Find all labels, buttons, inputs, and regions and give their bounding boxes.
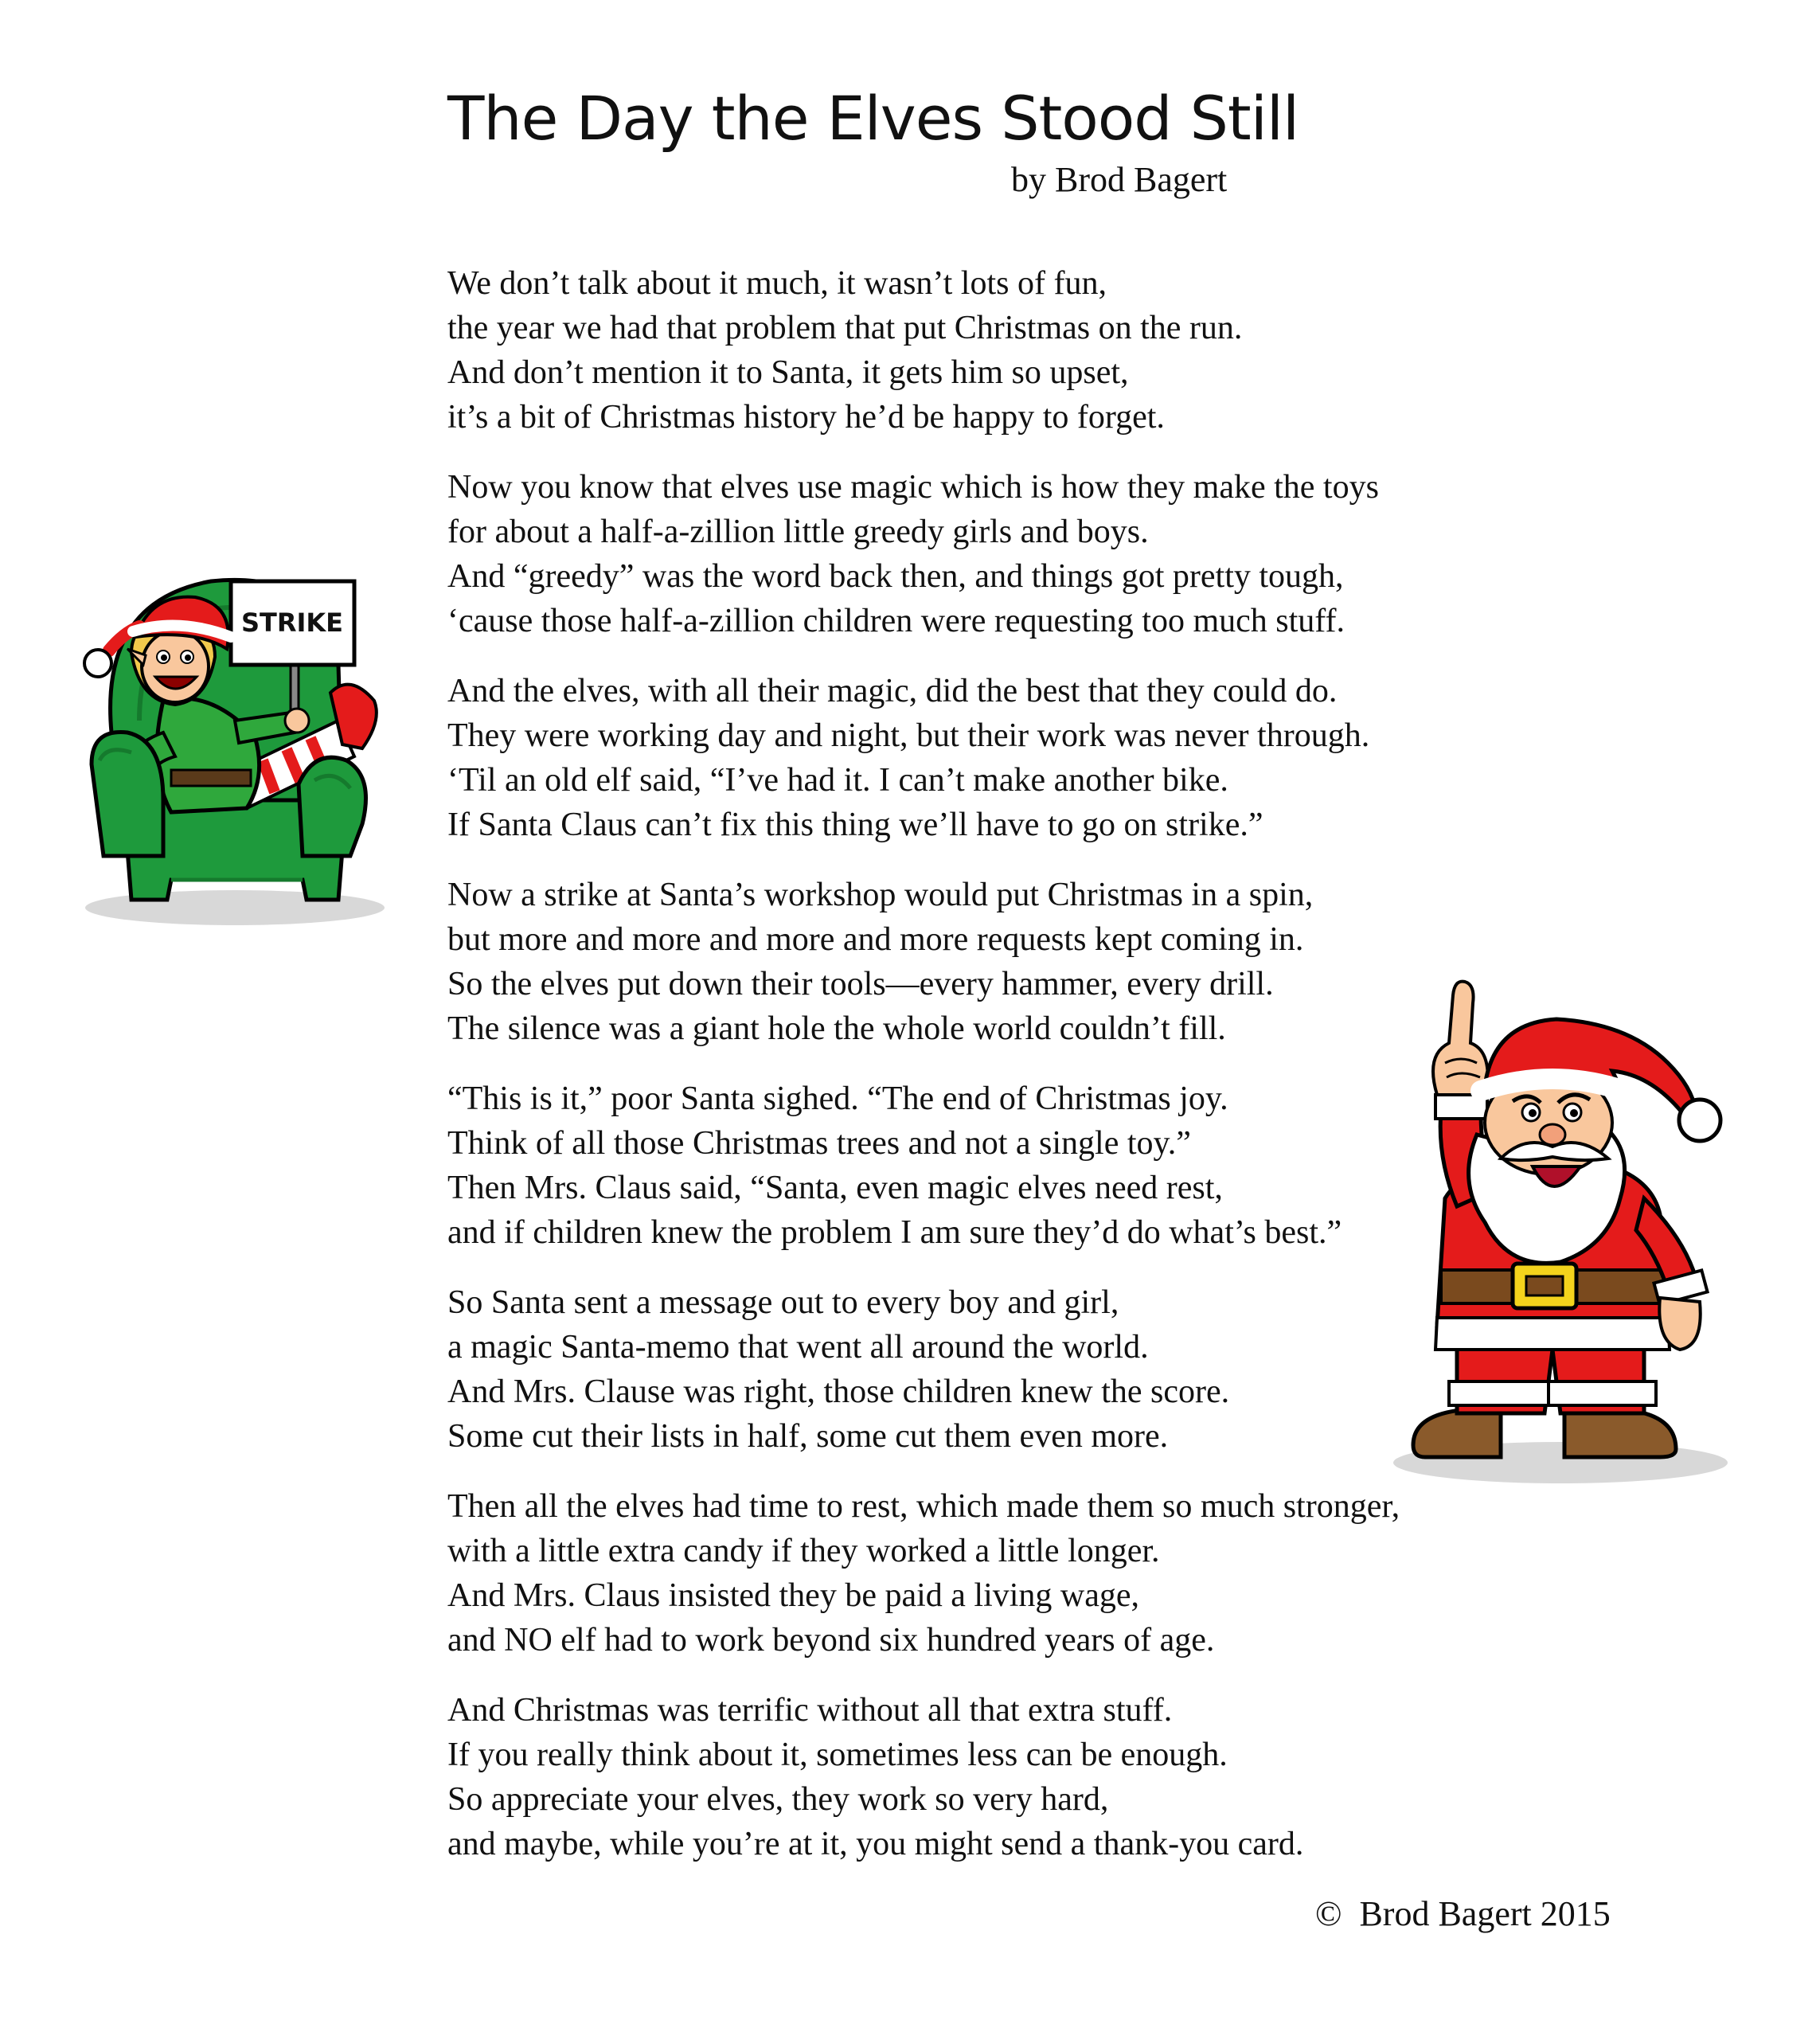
poem-line: the year we had that problem that put Christmas on the run. <box>447 310 1243 346</box>
strike-sign-text: STRIKE <box>240 608 344 638</box>
poem-line: it’s a bit of Christmas history he’d be happy to forget. <box>447 399 1165 436</box>
poem-stanza <box>447 1688 1400 1866</box>
poem-line: And Mrs. Claus insisted they be paid a living wage, <box>447 1577 1140 1614</box>
poem-stanza <box>447 261 1400 440</box>
poem-line: a magic Santa-memo that went all around the world. <box>447 1329 1149 1366</box>
santa-hat-pompom <box>1679 1100 1720 1141</box>
poem-line: Some cut their lists in half, some cut them even more. <box>447 1418 1169 1455</box>
poem-title: The Day the Elves Stood Still <box>447 83 1299 154</box>
poem-line: but more and more and more and more requests kept coming in. <box>447 921 1304 958</box>
elf-hat-pompom <box>84 650 111 677</box>
copyright-symbol: © <box>1315 1894 1342 1933</box>
poem-line: Then Mrs. Claus said, “Santa, even magic elves need rest, <box>447 1170 1223 1206</box>
poem-stanza <box>447 1280 1400 1459</box>
poem-line: for about a half-a-zillion little greedy girls and boys. <box>447 514 1149 550</box>
poem-line: ‘cause those half-a-zillion children were requesting too much stuff. <box>447 603 1345 639</box>
poem-line: And don’t mention it to Santa, it gets him so upset, <box>447 354 1129 391</box>
poem-line: ‘Til an old elf said, “I’ve had it. I can’t make another bike. <box>447 762 1228 799</box>
poem-stanza <box>447 873 1400 1051</box>
santa-illustration <box>1381 975 1740 1485</box>
copyright-notice <box>1315 1893 1611 1934</box>
poem-line: And the elves, with all their magic, did the best that they could do. <box>447 673 1338 709</box>
poem-line: So Santa sent a message out to every boy and girl, <box>447 1284 1119 1321</box>
poem-author: by Brod Bagert <box>1011 160 1228 199</box>
poem-line: The silence was a giant hole the whole world couldn’t fill. <box>447 1010 1226 1047</box>
poem-line: and maybe, while you’re at it, you might send a thank-you card. <box>447 1826 1304 1862</box>
santa-nose <box>1540 1124 1565 1145</box>
poem-line: We don’t talk about it much, it wasn’t lots of fun, <box>447 265 1107 302</box>
poem-line: Think of all those Christmas trees and not a single toy.” <box>447 1125 1191 1162</box>
poem-line: and NO elf had to work beyond six hundred years of age. <box>447 1622 1215 1659</box>
poem-line: So the elves put down their tools—every hammer, every drill. <box>447 966 1274 1002</box>
poem-line: They were working day and night, but their work was never through. <box>447 717 1370 754</box>
poem-stanza <box>447 465 1400 643</box>
poem-body <box>447 261 1400 1892</box>
poem-line: Now a strike at Santa’s workshop would put Christmas in a spin, <box>447 877 1314 913</box>
poem-line: So appreciate your elves, they work so very hard, <box>447 1781 1109 1818</box>
armchair-right-arm <box>299 757 366 856</box>
copyright-text: Brod Bagert 2015 <box>1359 1894 1611 1933</box>
elf-face <box>142 631 209 702</box>
poem-line: and if children knew the problem I am sure they’d do what’s best.” <box>447 1214 1342 1251</box>
poem-line: If Santa Claus can’t fix this thing we’ll have to go on strike.” <box>447 807 1263 843</box>
poem-line: with a little extra candy if they worked a little longer. <box>447 1533 1160 1569</box>
poem-stanza <box>447 1076 1400 1255</box>
poem-line: “This is it,” poor Santa sighed. “The end of Christmas joy. <box>447 1080 1228 1117</box>
poem-line: And “greedy” was the word back then, and things got pretty tough, <box>447 558 1344 595</box>
poem-line: Then all the elves had time to rest, which made them so much stronger, <box>447 1488 1400 1525</box>
santa-right-boot <box>1564 1409 1676 1457</box>
poem-line: If you really think about it, sometimes less can be enough. <box>447 1737 1228 1773</box>
elf-strike-illustration <box>76 561 386 928</box>
poem-line: And Mrs. Clause was right, those children knew the score. <box>447 1373 1230 1410</box>
poem-stanza <box>447 669 1400 847</box>
poem-line: And Christmas was terrific without all that extra stuff. <box>447 1692 1173 1729</box>
poem-line: Now you know that elves use magic which is how they make the toys <box>447 469 1379 506</box>
poem-stanza <box>447 1484 1400 1663</box>
santa-left-boot <box>1413 1409 1501 1457</box>
